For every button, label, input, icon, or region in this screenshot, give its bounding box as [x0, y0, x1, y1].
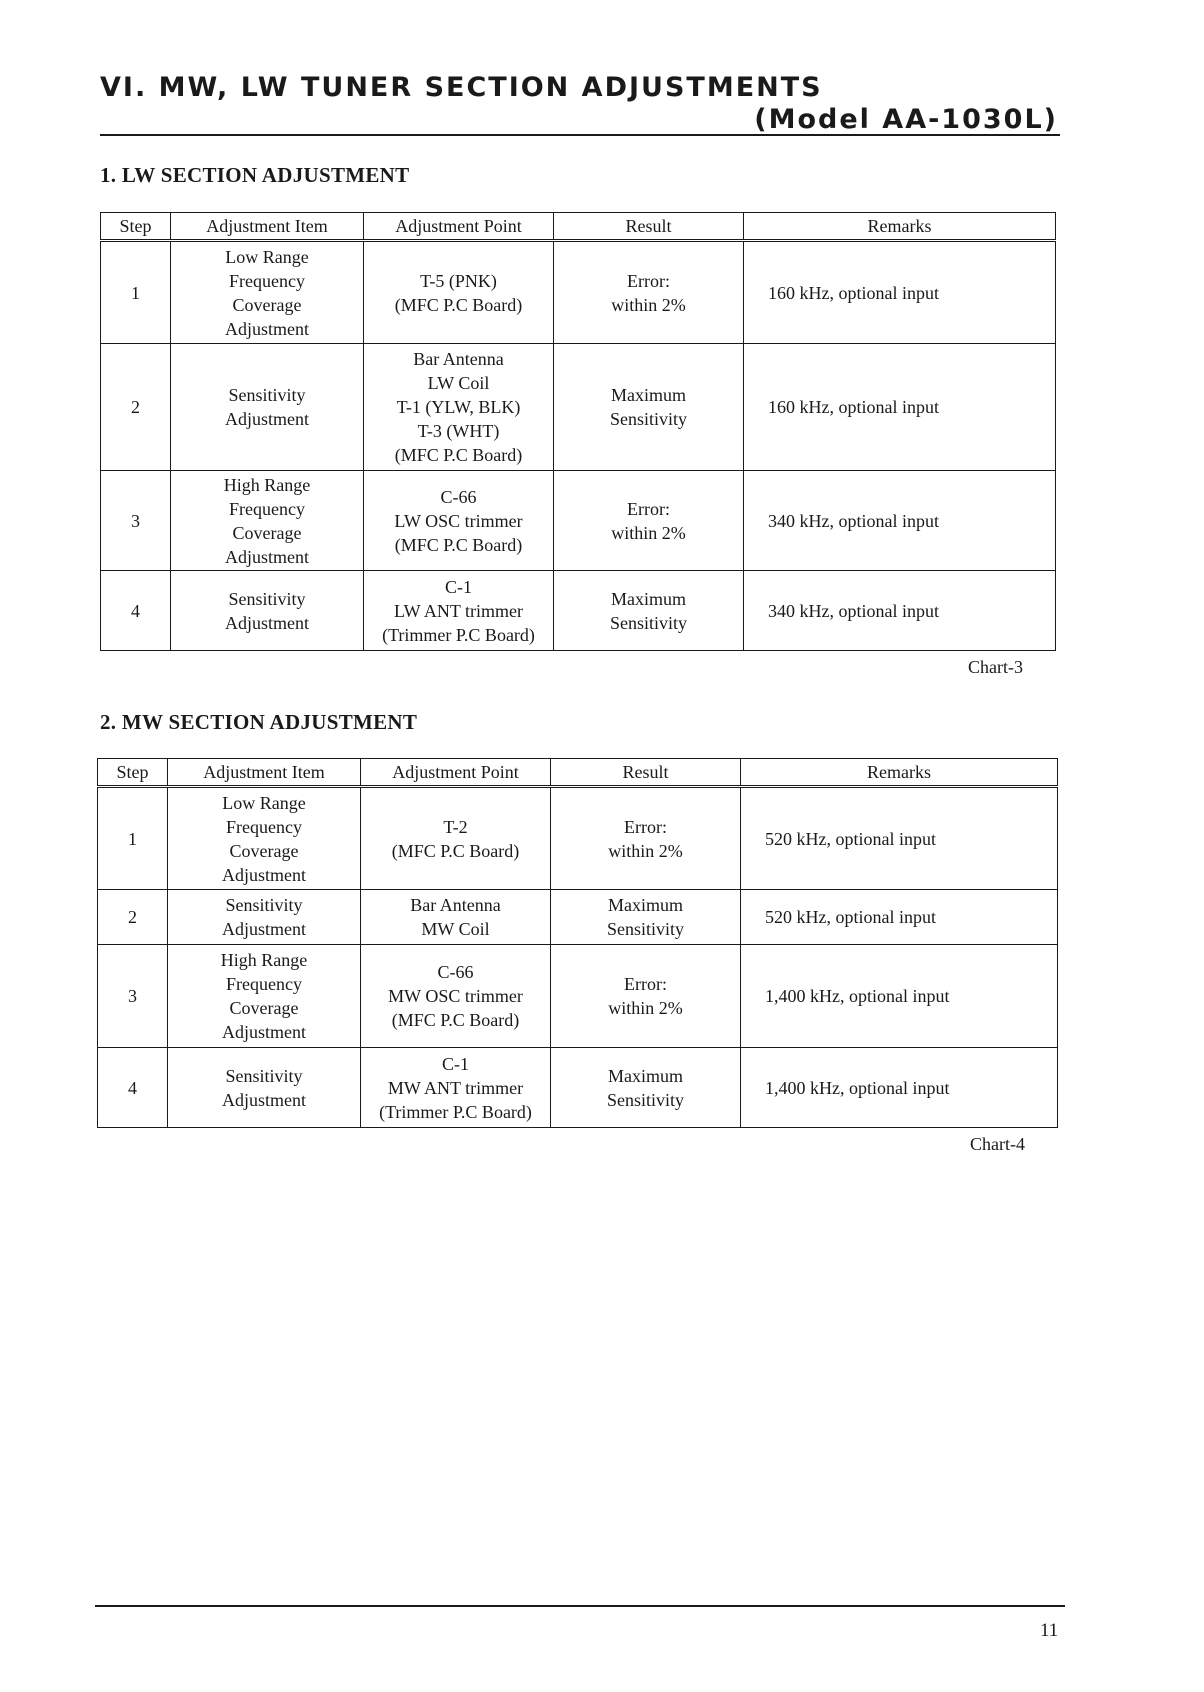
step-cell: 4	[101, 571, 171, 651]
page-number: 11	[1040, 1620, 1059, 1641]
remarks-cell: 340 kHz, optional input	[744, 571, 1056, 651]
adjustment-item-cell: Sensitivity Adjustment	[168, 1048, 361, 1128]
header-adjustment-item: Adjustment Item	[168, 759, 361, 787]
remarks-cell: 160 kHz, optional input	[744, 241, 1056, 344]
adjustment-point-cell: Bar Antenna MW Coil	[361, 890, 551, 945]
adjustment-item-cell: Sensitivity Adjustment	[168, 890, 361, 945]
header-adjustment-point: Adjustment Point	[361, 759, 551, 787]
step-cell: 2	[101, 344, 171, 471]
table-row	[101, 344, 1056, 471]
step-cell: 1	[98, 787, 168, 890]
adjustment-point-cell: C-1 MW ANT trimmer (Trimmer P.C Board)	[361, 1048, 551, 1128]
table-row	[101, 471, 1056, 571]
step-cell: 3	[98, 945, 168, 1048]
adjustment-item-cell: High Range Frequency Coverage Adjustment	[171, 471, 364, 571]
header-result: Result	[554, 213, 744, 241]
title-line-2: (Model AA-1030L)	[754, 104, 1058, 135]
step-cell: 3	[101, 471, 171, 571]
title-underline	[100, 134, 1060, 136]
mw-section-heading: 2. MW SECTION ADJUSTMENT	[100, 710, 418, 734]
table-row	[98, 787, 1058, 890]
header-adjustment-point: Adjustment Point	[364, 213, 554, 241]
adjustment-item-cell: Sensitivity Adjustment	[171, 571, 364, 651]
header-result: Result	[551, 759, 741, 787]
adjustment-point-cell: T-5 (PNK) (MFC P.C Board)	[364, 241, 554, 344]
remarks-cell: 340 kHz, optional input	[744, 471, 1056, 571]
mw-adjustment-table	[97, 758, 1058, 1128]
remarks-cell: 1,400 kHz, optional input	[741, 1048, 1058, 1128]
result-cell: Error: within 2%	[551, 787, 741, 890]
header-remarks: Remarks	[744, 213, 1056, 241]
mw-table-body	[98, 787, 1058, 1128]
table-row	[98, 945, 1058, 1048]
header-step: Step	[98, 759, 168, 787]
table-header-row	[101, 213, 1056, 241]
adjustment-item-cell: High Range Frequency Coverage Adjustment	[168, 945, 361, 1048]
header-step: Step	[101, 213, 171, 241]
remarks-cell: 1,400 kHz, optional input	[741, 945, 1058, 1048]
result-cell: Maximum Sensitivity	[554, 571, 744, 651]
step-cell: 1	[101, 241, 171, 344]
chart-3-label: Chart-3	[968, 657, 1023, 677]
page-title	[100, 72, 1060, 136]
table-header-row	[98, 759, 1058, 787]
result-cell: Error: within 2%	[554, 241, 744, 344]
remarks-cell: 520 kHz, optional input	[741, 787, 1058, 890]
lw-section-heading: 1. LW SECTION ADJUSTMENT	[100, 163, 410, 187]
adjustment-item-cell: Sensitivity Adjustment	[171, 344, 364, 471]
header-adjustment-item: Adjustment Item	[171, 213, 364, 241]
step-cell: 2	[98, 890, 168, 945]
adjustment-point-cell: Bar Antenna LW Coil T-1 (YLW, BLK) T-3 (WHT) (MFC P.C Board)	[364, 344, 554, 471]
result-cell: Maximum Sensitivity	[551, 890, 741, 945]
lw-table-body	[101, 241, 1056, 651]
step-cell: 4	[98, 1048, 168, 1128]
footer-rule	[95, 1605, 1065, 1607]
result-cell: Maximum Sensitivity	[551, 1048, 741, 1128]
adjustment-item-cell: Low Range Frequency Coverage Adjustment	[171, 241, 364, 344]
table-row	[101, 571, 1056, 651]
adjustment-point-cell: T-2 (MFC P.C Board)	[361, 787, 551, 890]
result-cell: Error: within 2%	[551, 945, 741, 1048]
table-row	[98, 1048, 1058, 1128]
table-row	[101, 241, 1056, 344]
adjustment-point-cell: C-1 LW ANT trimmer (Trimmer P.C Board)	[364, 571, 554, 651]
result-cell: Maximum Sensitivity	[554, 344, 744, 471]
header-remarks: Remarks	[741, 759, 1058, 787]
adjustment-item-cell: Low Range Frequency Coverage Adjustment	[168, 787, 361, 890]
adjustment-point-cell: C-66 MW OSC trimmer (MFC P.C Board)	[361, 945, 551, 1048]
result-cell: Error: within 2%	[554, 471, 744, 571]
remarks-cell: 160 kHz, optional input	[744, 344, 1056, 471]
table-row	[98, 890, 1058, 945]
remarks-cell: 520 kHz, optional input	[741, 890, 1058, 945]
lw-adjustment-table	[100, 212, 1056, 651]
adjustment-point-cell: C-66 LW OSC trimmer (MFC P.C Board)	[364, 471, 554, 571]
title-line-1: VI. MW, LW TUNER SECTION ADJUSTMENTS	[100, 72, 823, 103]
chart-4-label: Chart-4	[970, 1134, 1025, 1154]
